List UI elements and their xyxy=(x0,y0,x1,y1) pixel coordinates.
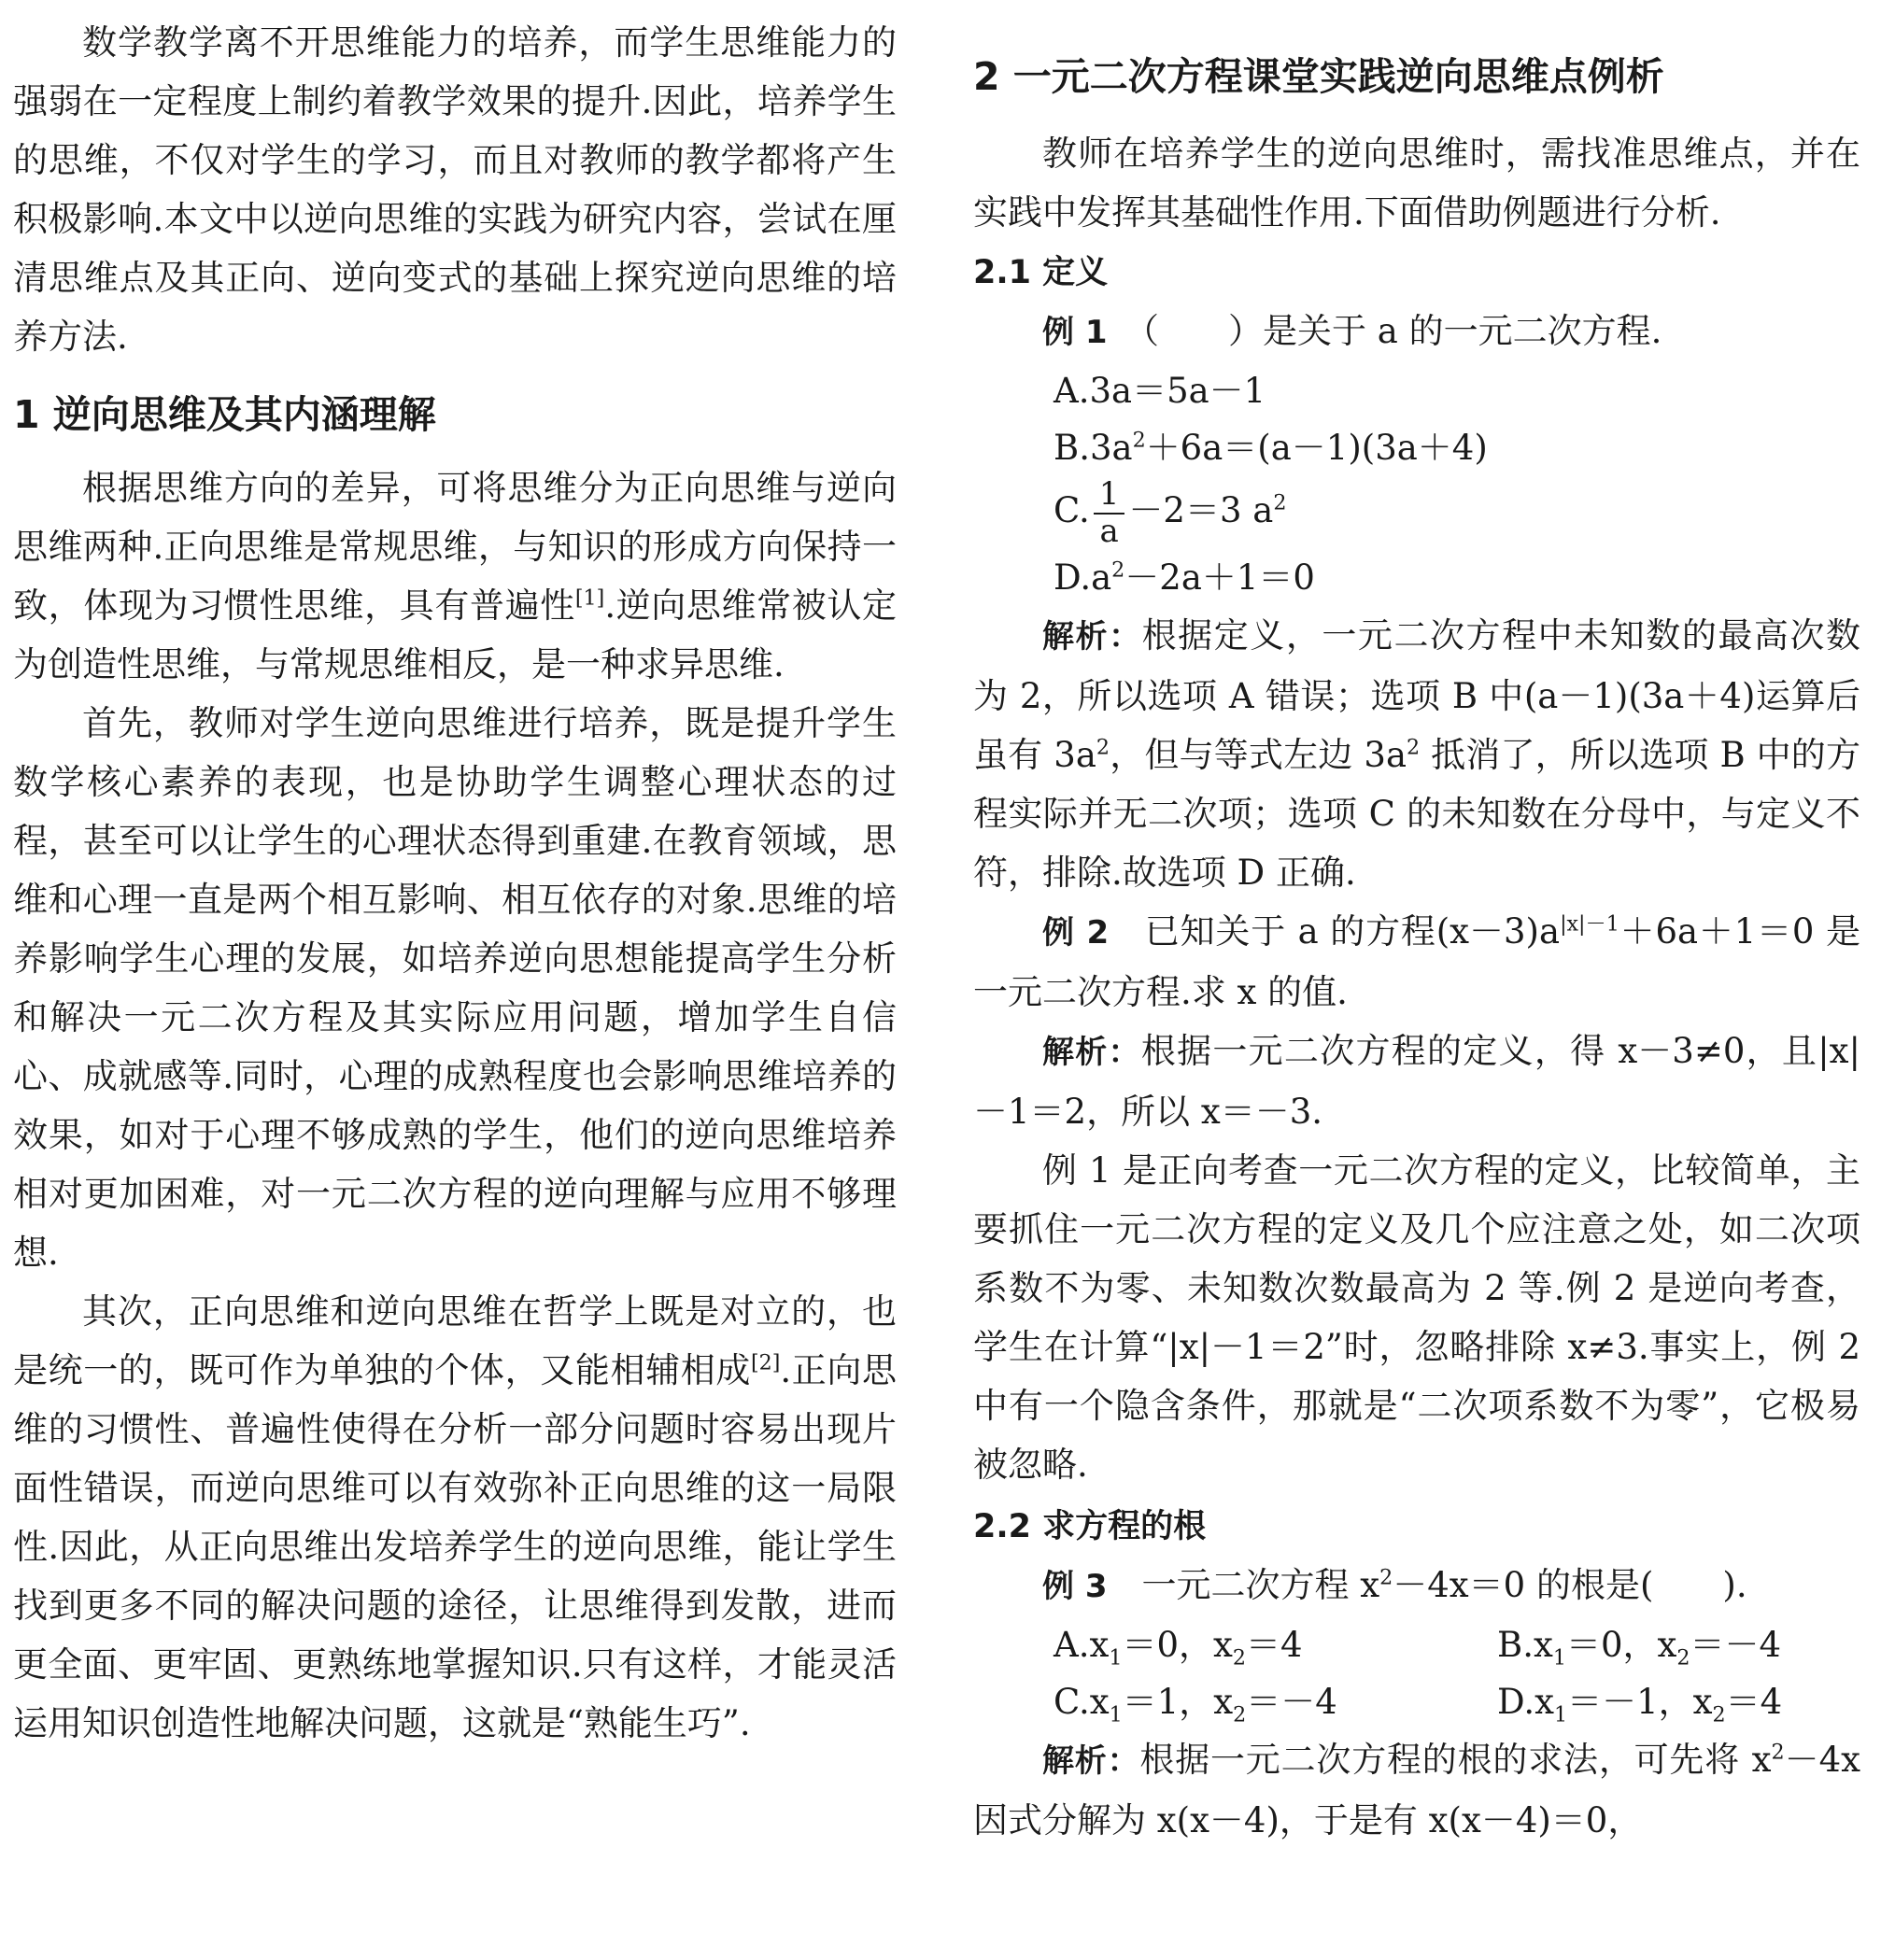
example-2-solution: 解析：根据一元二次方程的定义，得 x－3≠0，且|x|－1＝2，所以 x＝－3. xyxy=(973,1031,1860,1133)
example-3-options-row-1 xyxy=(973,1616,1860,1673)
example-1-option-d: $D.a^2-2a+1=0$ xyxy=(1054,557,1315,599)
example-3-solution: 解析：根据一元二次方程的根的求法，可先将 $x^2-4x$ 因式分解为 x(x－4)，于是有 x(x－4)＝0， xyxy=(973,1740,1860,1841)
example-2-label: 例 2 xyxy=(1042,914,1110,952)
example-3-options-row-2 xyxy=(973,1673,1860,1730)
example-1-stem: 例 1 （ ）是关于 a 的一元二次方程. xyxy=(1042,311,1662,352)
solution-label: 解析： xyxy=(1042,1034,1141,1072)
example-1-option-b: $B.3a^2+6a=(a-1)(3a+4)$ xyxy=(1054,428,1488,469)
paragraph-intro-section-2: 教师在培养学生的逆向思维时，需找准思维点，并在实践中发挥其基础性作用.下面借助例题进行分析. xyxy=(973,134,1860,233)
left-column xyxy=(13,13,897,1753)
fraction: $\frac{1}{a}$ xyxy=(1094,477,1125,549)
paragraph-thinking-types: 根据思维方向的差异，可将思维分为正向思维与逆向思维两种.正向思维是常规思维，与知识的形成方向保持一致，体现为习惯性思维，具有普遍性[1].逆向思维常被认定为创造性思维，与常规思维相反，是一种求异思维. xyxy=(13,468,898,685)
solution-label: 解析： xyxy=(1042,618,1142,656)
subsection-2-2-heading: 2.2 求方程的根 xyxy=(973,1508,1207,1546)
paragraph-first: 首先，教师对学生逆向思维进行培养，既是提升学生数学核心素养的表现，也是协助学生调整心理状态的过程，甚至可以让学生的心理状态得到重建.在教育领域，思维和心理一直是两个相互影响、相互依存的对象.思维的培养影响学生心理的发展，如培养逆向思想能提高学生分析和解决一元二次方程及其实际应用问题，增加学生自信心、成就感等.同时，心理的成熟程度也会影响思维培养的效果，如对于心理不够成熟的学生，他们的逆向思维培养相对更加困难，对一元二次方程的逆向理解与应用不够理想. xyxy=(13,703,897,1274)
example-1-option-c: C. $\frac{1}{a}$ －2＝3 $a^2$ xyxy=(1054,475,1287,550)
section-1-heading: 1 逆向思维及其内涵理解 xyxy=(13,392,436,437)
right-column xyxy=(973,13,1860,1850)
example-3-option-a: $A.x_1=0$，$x_2=4$ xyxy=(1054,1625,1303,1671)
paragraph-second: 其次，正向思维和逆向思维在哲学上既是对立的，也是统一的，既可作为单独的个体，又能相辅相成[2].正向思维的习惯性、普遍性使得在分析一部分问题时容易出现片面性错误，而逆向思维可以有效弥补正向思维的这一局限性.因此，从正向思维出发培养学生的逆向思维，能让学生找到更多不同的解决问题的途径，让思维得到发散，进而更全面、更牢固、更熟练地掌握知识.只有这样，才能灵活运用知识创造性地解决问题，这就是“熟能生巧”. xyxy=(13,1291,898,1744)
example-3-option-b: $B.x_1=0$，$x_2=-4$ xyxy=(1497,1625,1782,1671)
example-1-solution: 解析：根据定义，一元二次方程中未知数的最高次数为 2，所以选项 A 错误；选项 B 中(a－1)(3a＋4)运算后虽有 $3a^2$，但与等式左边 $3a^2$ 抵消了，所以选项 B 中的方程实际并无二次项；选项 C 的未知数在分母中，与定义不符，排除.故选项 D 正确. xyxy=(973,615,1861,894)
citation-1: [1] xyxy=(574,585,605,611)
example-3-label: 例 3 xyxy=(1042,1568,1108,1606)
citation-2: [2] xyxy=(750,1350,781,1375)
section-2-heading: 2 一元二次方程课堂实践逆向思维点例析 xyxy=(973,54,1664,99)
example-3-option-c: $C.x_1=1$，$x_2=-4$ xyxy=(1054,1682,1337,1727)
example-2-stem: 例 2 已知关于 a 的方程$(x-3)a^{|x|-1}+6a+1=0$ 是一元二次方程.求 x 的值. xyxy=(973,911,1861,1013)
example-3-stem: 例 3 一元二次方程 $x^2-4x=0$ 的根是( ). xyxy=(1042,1565,1747,1606)
intro-paragraph: 数学教学离不开思维能力的培养，而学生思维能力的强弱在一定程度上制约着教学效果的提升.因此，培养学生的思维，不仅对学生的学习，而且对教师的教学都将产生积极影响.本文中以逆向思维的实践为研究内容，尝试在厘清思维点及其正向、逆向变式的基础上探究逆向思维的培养方法. xyxy=(13,22,897,357)
paragraph-example-discussion: 例 1 是正向考查一元二次方程的定义，比较简单，主要抓住一元二次方程的定义及几个应注意之处，如二次项系数不为零、未知数次数最高为 2 等.例 2 是逆向考查，学生在计算“|x|－1＝2”时，忽略排除 x≠3.事实上，例 2 中有一个隐含条件，那就是“二次项系数不为零”，它极易被忽略. xyxy=(973,1150,1860,1486)
example-3-option-d: $D.x_1=-1$，$x_2=4$ xyxy=(1497,1682,1783,1727)
subsection-2-1-heading: 2.1 定义 xyxy=(973,254,1109,292)
example-1-option-a: A.3a＝5a－1 xyxy=(1054,371,1266,412)
solution-label: 解析： xyxy=(1042,1742,1140,1781)
example-1-label: 例 1 xyxy=(1042,314,1108,352)
